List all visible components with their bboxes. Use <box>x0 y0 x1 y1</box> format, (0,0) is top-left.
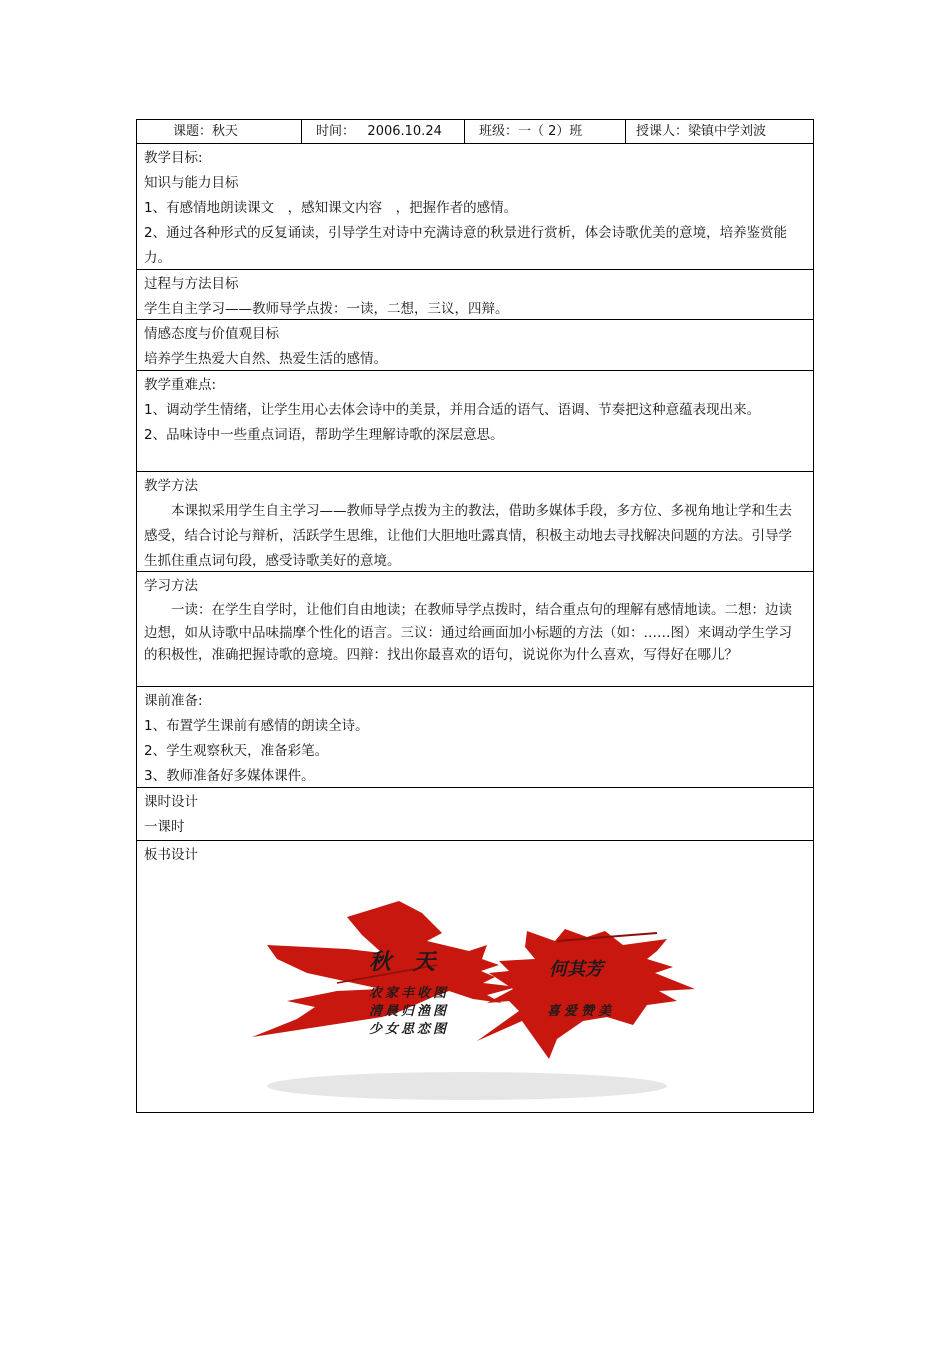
process-goals-section <box>136 270 814 320</box>
board-illustration <box>137 841 813 1111</box>
goal-item: 2、通过各种形式的反复诵读，引导学生对诗中充满诗意的秋景进行赏析，体会诗歌优美的意境，培养鉴赏能力。 <box>144 225 788 266</box>
board-line: 清晨归渔图 <box>369 1004 450 1019</box>
prep-item: 1、布置学生课前有感情的朗读全诗。 <box>144 718 369 734</box>
board-line: 农家丰收图 <box>369 986 450 1001</box>
section-title: 学习方法 <box>144 578 198 594</box>
section-title: 课时设计 <box>144 794 198 810</box>
section-title: 过程与方法目标 <box>144 276 239 292</box>
preparation-section <box>136 687 814 788</box>
section-title: 情感态度与价值观目标 <box>144 326 279 342</box>
board-right-text: 喜爱赞美 <box>547 1004 616 1019</box>
prep-item: 3、教师准备好多媒体课件。 <box>144 768 315 784</box>
teaching-method-section <box>136 472 814 572</box>
section-title: 教学方法 <box>144 478 198 494</box>
section-title: 教学重难点: <box>144 377 217 393</box>
board-heading-right: 何其芳 <box>549 959 603 980</box>
board-heading-left: 秋 天 <box>369 949 436 975</box>
schedule-section <box>136 788 814 841</box>
section-subtitle: 知识与能力目标 <box>144 175 239 191</box>
section-title: 课前准备: <box>144 693 203 709</box>
section-text: 一读：在学生自学时，让他们自由地读；在教师导学点拨时，结合重点句的理解有感情地读。二想：边读边想，如从诗歌中品味揣摩个性化的语言。三议：通过给画面加小标题的方法（如：……图）来调动学生学习的积极性，准确把握诗歌的意境。四辩：找出你最喜欢的语句，说说你为什么喜欢，写得好在哪儿？ <box>144 602 792 663</box>
leaf-shadow <box>267 1072 667 1100</box>
time-value: 2006.10.24 <box>367 124 442 139</box>
section-text: 一课时 <box>144 819 185 835</box>
key-point-item: 1、调动学生情绪，让学生用心去体会诗中的美景，并用合适的语气、语调、节奏把这种意蕴表现出来。 <box>144 402 761 418</box>
board-line: 少女思恋图 <box>369 1022 450 1037</box>
lesson-plan-table <box>136 119 814 1113</box>
board-design-section <box>136 841 814 1113</box>
teacher-cell: 授课人：梁镇中学刘波 <box>636 124 767 139</box>
section-text: 本课拟采用学生自主学习——教师导学点拨为主的教法，借助多媒体手段，多方位、多视角地让学和生去感受，结合讨论与辩析，活跃学生思维，让他们大胆地吐露真情，积极主动地去寻找解决问题的方法。引导学生抓住重点词句段，感受诗歌美好的意境。 <box>144 503 792 569</box>
key-point-item: 2、品味诗中一些重点词语，帮助学生理解诗歌的深层意思。 <box>144 427 504 443</box>
section-title: 教学目标: <box>144 150 203 166</box>
maple-leaf-right-icon <box>477 929 695 1059</box>
key-points-section <box>136 371 814 472</box>
learning-method-section <box>136 572 814 687</box>
emotion-goals-section <box>136 320 814 371</box>
section-title: 板书设计 <box>144 847 198 863</box>
topic-cell: 课题：秋天 <box>137 120 302 143</box>
goal-item: 1、有感情地朗读课文 ，感知课文内容 ，把握作者的感情。 <box>144 200 518 216</box>
section-text: 培养学生热爱大自然、热爱生活的感情。 <box>144 351 387 367</box>
time-cell <box>302 120 465 143</box>
class-cell: 班级：一（ 2）班 <box>465 120 626 143</box>
time-label: 时间： <box>316 124 356 139</box>
header-row <box>136 119 814 144</box>
prep-item: 2、学生观察秋天，准备彩笔。 <box>144 743 329 759</box>
section-text: 学生自主学习——教师导学点拨：一读，二想，三议，四辩。 <box>144 301 509 317</box>
teaching-goals-section <box>136 144 814 270</box>
